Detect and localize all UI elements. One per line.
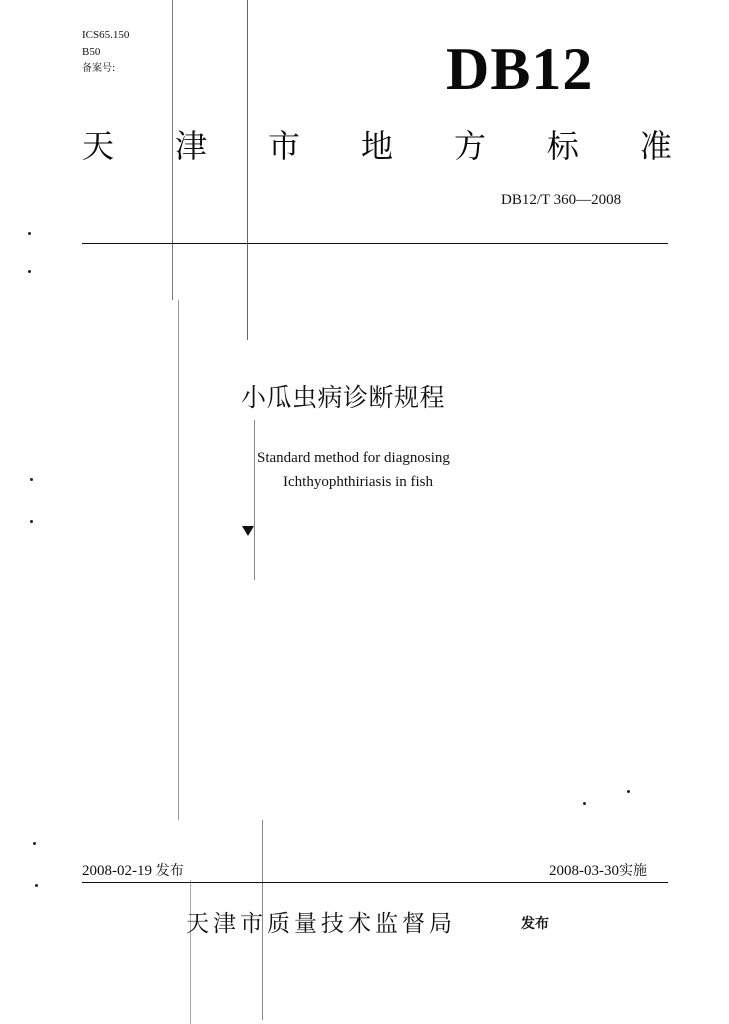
issuer-suffix: 发布 [521,916,549,932]
scan-artifact-line [254,420,255,580]
issue-date-label: 发布 [155,863,184,879]
effective-date-value: 2008-03-30 [549,863,619,879]
standard-type-char: 津 [174,127,207,165]
ccs-code: B50 [82,46,101,58]
scan-artifact-dot [583,802,586,805]
standard-type-char: 市 [267,127,300,165]
scan-artifact-line [178,300,179,820]
english-title-line1: Standard method for diagnosing [257,450,450,466]
standard-number: DB12/T 360—2008 [501,192,622,208]
english-title-line2: Ichthyophthiriasis in fish [283,474,433,490]
scan-artifact-arrow [242,526,254,536]
standard-type-title [82,122,672,170]
effective-date [549,860,647,882]
effective-date-label: 实施 [619,863,647,879]
standard-type-char: 天 [82,127,115,165]
chinese-title: 小瓜虫病诊断规程 [241,383,446,412]
issue-date-value: 2008-02-19 [82,863,152,879]
top-divider [82,243,668,244]
english-title [257,446,450,494]
scan-artifact-dot [30,478,33,481]
db-code-logo: DB12 [446,36,594,102]
scan-artifact-dot [35,884,38,887]
ics-code: ICS65.150 [82,29,130,41]
standard-type-char: 方 [453,127,486,165]
scan-artifact-line [247,0,248,340]
record-number-label: 备案号: [82,63,116,74]
standard-type-char: 地 [360,127,393,165]
standard-type-char: 标 [546,127,579,165]
scan-artifact-dot [28,232,31,235]
scan-artifact-line [190,880,191,1024]
standard-type-char: 准 [639,127,672,165]
scan-artifact-dot [30,520,33,523]
bottom-divider [82,882,668,883]
issuer-name: 天津市质量技术监督局 [186,911,456,937]
issue-date [82,860,184,882]
scan-artifact-dot [28,270,31,273]
scan-artifact-dot [627,790,630,793]
scan-artifact-dot [33,842,36,845]
